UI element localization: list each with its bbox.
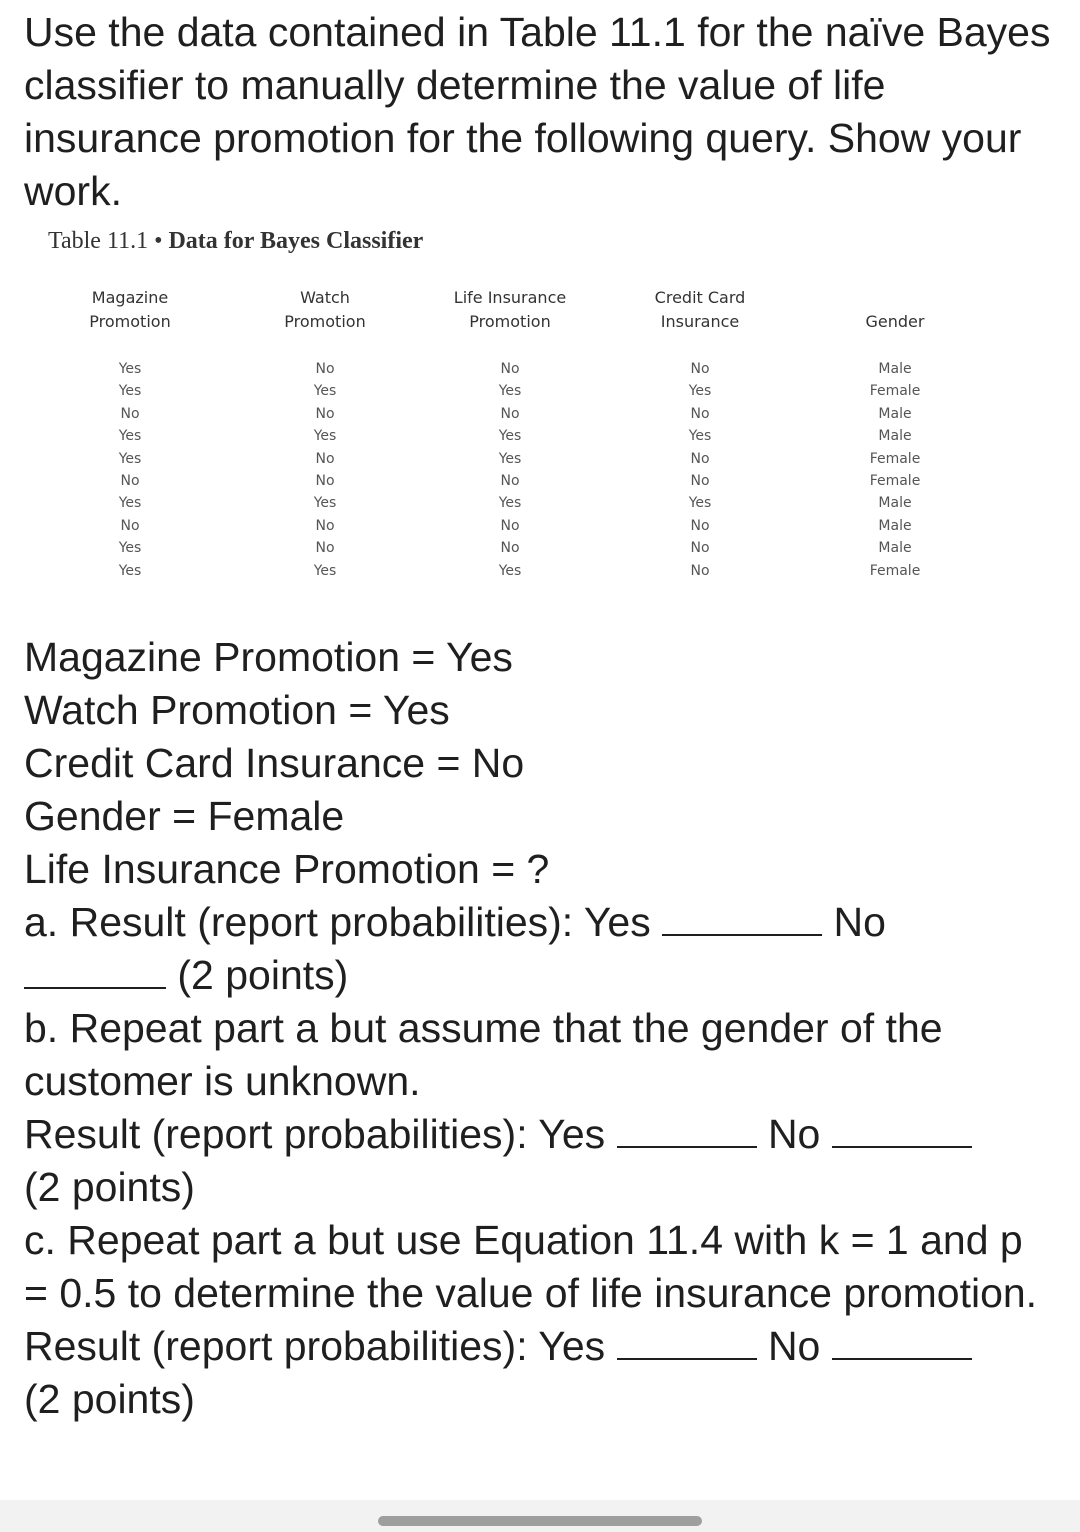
table-cell: Yes	[118, 361, 142, 377]
table-row	[40, 403, 980, 425]
table-row	[40, 380, 980, 402]
table-cell: No	[690, 562, 710, 579]
table-cell: No	[500, 473, 520, 490]
table-cell: No	[315, 540, 335, 557]
part-a-prefix: a. Result (report probabilities): Yes	[24, 899, 651, 945]
table-cell: No	[120, 405, 140, 422]
table-row	[40, 537, 980, 559]
part-b-no-blank[interactable]	[832, 1116, 972, 1148]
table-row	[40, 492, 980, 514]
header-magazine-promotion: Magazine Promotion	[89, 288, 171, 331]
query-magazine-promotion: Magazine Promotion = Yes	[24, 634, 513, 680]
table-cell: Male	[878, 495, 912, 512]
part-a-points-line	[24, 949, 1054, 1002]
table-cell: Yes	[313, 383, 337, 400]
table-cell: Yes	[688, 495, 712, 512]
table-cell: Yes	[118, 540, 142, 557]
part-b-no-label: No	[767, 1111, 821, 1157]
table-cell: No	[315, 517, 335, 534]
part-b-points: (2 points)	[24, 1164, 195, 1210]
header-credit-card-insurance: Credit Card Insurance	[654, 288, 746, 331]
query-watch-promotion: Watch Promotion = Yes	[24, 687, 450, 733]
table-cell: No	[315, 450, 335, 467]
table-cell: Female	[869, 473, 921, 490]
part-c-prefix: Result (report probabilities): Yes	[24, 1323, 606, 1369]
table-caption	[48, 228, 423, 255]
table-cell: Yes	[688, 383, 712, 400]
table-cell: Yes	[498, 428, 522, 445]
table-cell: Yes	[118, 383, 142, 400]
system-navigation-bar	[0, 1500, 1080, 1532]
table-cell: No	[500, 405, 520, 422]
table-cell: Male	[878, 361, 912, 377]
table-cell: Yes	[688, 428, 712, 445]
header-watch-promotion: Watch Promotion	[284, 288, 366, 331]
header-life-insurance-promotion: Life Insurance Promotion	[453, 288, 567, 331]
table-cell: Male	[878, 405, 912, 422]
table-cell: Yes	[498, 562, 522, 579]
table-cell: No	[690, 517, 710, 534]
question-section	[24, 631, 1054, 1426]
table-caption-label: Table 11.1 •	[48, 228, 169, 254]
query-life-insurance-promotion: Life Insurance Promotion = ?	[24, 846, 550, 892]
table-cell: Female	[869, 562, 921, 579]
table-cell: No	[120, 473, 140, 490]
table-row	[40, 560, 980, 582]
part-a-yes-blank[interactable]	[662, 904, 822, 936]
part-c-no-label: No	[767, 1323, 821, 1369]
part-a-points: (2 points)	[177, 952, 349, 998]
table-cell: No	[690, 540, 710, 557]
intro-paragraph: Use the data contained in Table 11.1 for the naïve Bayes classifier to manually determine the value of life insurance promotion for the following query. Show your work.	[24, 9, 1051, 214]
table-row	[40, 470, 980, 492]
table-cell: Yes	[118, 562, 142, 579]
part-a-no-blank[interactable]	[24, 957, 166, 989]
table-cell: No	[120, 517, 140, 534]
table-cell: Male	[878, 428, 912, 445]
table-cell: No	[500, 517, 520, 534]
table-cell: No	[690, 361, 710, 377]
table-cell: No	[315, 361, 335, 377]
table-cell: No	[315, 405, 335, 422]
table-cell: Yes	[118, 450, 142, 467]
table-row	[40, 425, 980, 447]
table-cell: No	[500, 361, 520, 377]
part-b-prompt: b. Repeat part a but assume that the gender of the customer is unknown.	[24, 1005, 943, 1104]
table-cell: Yes	[313, 495, 337, 512]
part-c-result-line	[24, 1320, 1054, 1373]
table-cell: Female	[869, 383, 921, 400]
bayes-data-table	[40, 286, 980, 582]
table-header-row	[40, 286, 980, 358]
table-cell: Male	[878, 517, 912, 534]
table-row	[40, 358, 980, 380]
part-b-result-line	[24, 1108, 1054, 1161]
part-c-yes-blank[interactable]	[617, 1328, 757, 1360]
home-gesture-handle[interactable]	[378, 1516, 702, 1526]
table-cell: Yes	[313, 562, 337, 579]
query-credit-card-insurance: Credit Card Insurance = No	[24, 740, 525, 786]
table-cell: Female	[869, 450, 921, 467]
table-cell: Yes	[313, 428, 337, 445]
table-cell: Yes	[118, 495, 142, 512]
table-cell: No	[690, 473, 710, 490]
table-cell: Yes	[498, 383, 522, 400]
header-gender: Gender	[865, 312, 925, 331]
part-c-points: (2 points)	[24, 1376, 195, 1422]
table-row	[40, 448, 980, 470]
part-a-result-line	[24, 896, 1054, 949]
table-cell: Yes	[498, 495, 522, 512]
table-row	[40, 515, 980, 537]
part-c-no-blank[interactable]	[832, 1328, 972, 1360]
part-a-no-label: No	[833, 899, 886, 945]
table-cell: Yes	[498, 450, 522, 467]
part-b-yes-blank[interactable]	[617, 1116, 757, 1148]
part-b-prefix: Result (report probabilities): Yes	[24, 1111, 606, 1157]
table-cell: Yes	[118, 428, 142, 445]
table-cell: No	[500, 540, 520, 557]
table-caption-title: Data for Bayes Classifier	[168, 228, 424, 254]
table-cell: No	[315, 473, 335, 490]
query-gender: Gender = Female	[24, 793, 345, 839]
table-cell: Male	[878, 540, 912, 557]
table-cell: No	[690, 450, 710, 467]
table-cell: No	[690, 405, 710, 422]
part-c-prompt: c. Repeat part a but use Equation 11.4 with k = 1 and p = 0.5 to determine the value of life insurance promotion.	[24, 1217, 1038, 1316]
